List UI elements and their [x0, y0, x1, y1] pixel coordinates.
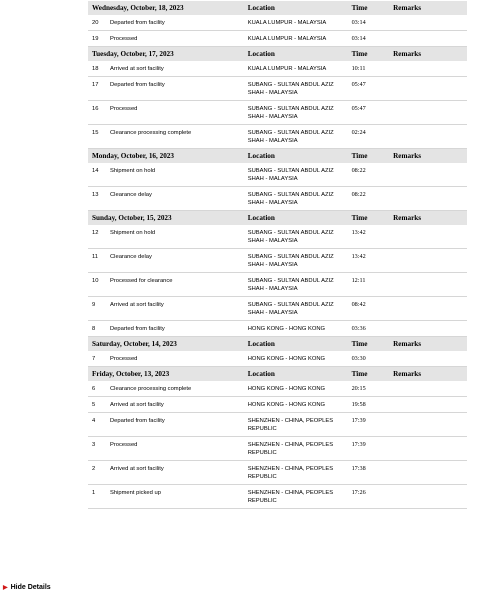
- event-row: [88, 273, 467, 297]
- event-status-cell: [88, 351, 244, 367]
- event-status: Arrived at sort facility: [110, 66, 164, 72]
- time-column-header: Time: [348, 211, 390, 226]
- event-time: 08:22: [348, 187, 390, 211]
- time-column-header: Time: [348, 1, 390, 16]
- event-number: 6: [92, 386, 96, 392]
- event-remarks: [389, 249, 467, 273]
- location-column-header: Location: [244, 367, 348, 382]
- event-time: 03:36: [348, 321, 390, 337]
- event-location: SUBANG - SULTAN ABDUL AZIZ SHAH - MALAYSIA: [244, 297, 348, 321]
- location-column-header: Location: [244, 47, 348, 62]
- event-number: 18: [92, 66, 99, 72]
- event-time: 10:11: [348, 61, 390, 77]
- event-row: [88, 297, 467, 321]
- event-status: Processed: [110, 36, 138, 42]
- event-location: KUALA LUMPUR - MALAYSIA: [244, 61, 348, 77]
- event-status: Departed from facility: [110, 418, 165, 424]
- day-header-row: [88, 1, 467, 16]
- event-status: Shipment on hold: [110, 230, 156, 236]
- event-number: 1: [92, 490, 96, 496]
- event-status-cell: [88, 249, 244, 273]
- event-status-cell: [88, 15, 244, 31]
- event-time: 08:42: [348, 297, 390, 321]
- event-remarks: [389, 461, 467, 485]
- event-number: 12: [92, 230, 99, 236]
- event-status: Arrived at sort facility: [110, 402, 164, 408]
- event-number: 20: [92, 20, 99, 26]
- event-remarks: [389, 485, 467, 509]
- event-time: 19:58: [348, 397, 390, 413]
- event-location: SHENZHEN - CHINA, PEOPLES REPUBLIC: [244, 485, 348, 509]
- location-column-header: Location: [244, 1, 348, 16]
- event-time: 05:47: [348, 101, 390, 125]
- event-remarks: [389, 77, 467, 101]
- event-row: [88, 485, 467, 509]
- event-location: SUBANG - SULTAN ABDUL AZIZ SHAH - MALAYSIA: [244, 101, 348, 125]
- event-row: [88, 15, 467, 31]
- event-time: 17:39: [348, 437, 390, 461]
- event-status-cell: [88, 31, 244, 47]
- day-date: Sunday, October, 15, 2023: [88, 211, 244, 226]
- time-column-header: Time: [348, 337, 390, 352]
- day-date: Tuesday, October, 17, 2023: [88, 47, 244, 62]
- event-time: 03:14: [348, 15, 390, 31]
- event-status-cell: [88, 297, 244, 321]
- event-number: 13: [92, 192, 99, 198]
- event-location: HONG KONG - HONG KONG: [244, 397, 348, 413]
- event-number: 17: [92, 82, 99, 88]
- event-time: 03:14: [348, 31, 390, 47]
- event-status-cell: [88, 61, 244, 77]
- event-row: [88, 351, 467, 367]
- remarks-column-header: Remarks: [389, 149, 467, 164]
- event-row: [88, 125, 467, 149]
- event-location: SUBANG - SULTAN ABDUL AZIZ SHAH - MALAYSIA: [244, 163, 348, 187]
- remarks-column-header: Remarks: [389, 47, 467, 62]
- remarks-column-header: Remarks: [389, 367, 467, 382]
- event-time: 08:22: [348, 163, 390, 187]
- time-column-header: Time: [348, 47, 390, 62]
- event-location: SHENZHEN - CHINA, PEOPLES REPUBLIC: [244, 413, 348, 437]
- event-location: KUALA LUMPUR - MALAYSIA: [244, 15, 348, 31]
- event-status: Processed: [110, 442, 138, 448]
- event-remarks: [389, 437, 467, 461]
- event-status: Processed: [110, 356, 138, 362]
- event-status-cell: [88, 413, 244, 437]
- event-number: 16: [92, 106, 99, 112]
- event-remarks: [389, 101, 467, 125]
- event-number: 14: [92, 168, 99, 174]
- event-number: 15: [92, 130, 99, 136]
- event-row: [88, 61, 467, 77]
- day-date: Wednesday, October, 18, 2023: [88, 1, 244, 16]
- event-status-cell: [88, 437, 244, 461]
- event-time: 20:15: [348, 381, 390, 397]
- remarks-column-header: Remarks: [389, 337, 467, 352]
- event-status: Shipment picked up: [110, 490, 161, 496]
- event-status: Clearance delay: [110, 192, 152, 198]
- event-remarks: [389, 163, 467, 187]
- hide-details-link[interactable]: [3, 584, 51, 591]
- event-location: SUBANG - SULTAN ABDUL AZIZ SHAH - MALAYSIA: [244, 249, 348, 273]
- event-number: 10: [92, 278, 99, 284]
- location-column-header: Location: [244, 337, 348, 352]
- event-time: 13:42: [348, 225, 390, 249]
- event-time: 13:42: [348, 249, 390, 273]
- day-date: Monday, October, 16, 2023: [88, 149, 244, 164]
- event-remarks: [389, 273, 467, 297]
- event-status-cell: [88, 225, 244, 249]
- event-time: 17:38: [348, 461, 390, 485]
- event-status: Clearance processing complete: [110, 386, 192, 392]
- event-time: 03:30: [348, 351, 390, 367]
- tracking-table-body: [88, 1, 467, 509]
- day-header-row: [88, 47, 467, 62]
- remarks-column-header: Remarks: [389, 1, 467, 16]
- event-time: 05:47: [348, 77, 390, 101]
- event-status-cell: [88, 125, 244, 149]
- event-row: [88, 187, 467, 211]
- event-status: Processed: [110, 106, 138, 112]
- event-number: 11: [92, 254, 99, 260]
- event-number: 4: [92, 418, 96, 424]
- day-date: Saturday, October, 14, 2023: [88, 337, 244, 352]
- event-status: Departed from facility: [110, 20, 165, 26]
- tracking-history: [88, 0, 467, 509]
- location-column-header: Location: [244, 211, 348, 226]
- event-remarks: [389, 187, 467, 211]
- event-remarks: [389, 321, 467, 337]
- event-location: HONG KONG - HONG KONG: [244, 351, 348, 367]
- event-row: [88, 77, 467, 101]
- event-remarks: [389, 15, 467, 31]
- event-time: 17:26: [348, 485, 390, 509]
- event-location: SUBANG - SULTAN ABDUL AZIZ SHAH - MALAYSIA: [244, 273, 348, 297]
- event-location: HONG KONG - HONG KONG: [244, 321, 348, 337]
- event-number: 2: [92, 466, 96, 472]
- event-status-cell: [88, 397, 244, 413]
- event-status: Departed from facility: [110, 326, 165, 332]
- event-remarks: [389, 225, 467, 249]
- event-location: SUBANG - SULTAN ABDUL AZIZ SHAH - MALAYSIA: [244, 225, 348, 249]
- event-status: Shipment on hold: [110, 168, 156, 174]
- event-status-cell: [88, 321, 244, 337]
- event-status: Arrived at sort facility: [110, 466, 164, 472]
- event-status-cell: [88, 381, 244, 397]
- event-remarks: [389, 397, 467, 413]
- event-location: SHENZHEN - CHINA, PEOPLES REPUBLIC: [244, 437, 348, 461]
- event-location: SUBANG - SULTAN ABDUL AZIZ SHAH - MALAYSIA: [244, 77, 348, 101]
- event-remarks: [389, 351, 467, 367]
- event-remarks: [389, 297, 467, 321]
- day-header-row: [88, 149, 467, 164]
- event-remarks: [389, 61, 467, 77]
- event-location: HONG KONG - HONG KONG: [244, 381, 348, 397]
- event-location: SHENZHEN - CHINA, PEOPLES REPUBLIC: [244, 461, 348, 485]
- event-number: 8: [92, 326, 96, 332]
- event-row: [88, 225, 467, 249]
- location-column-header: Location: [244, 149, 348, 164]
- event-status-cell: [88, 273, 244, 297]
- event-remarks: [389, 31, 467, 47]
- event-time: 12:11: [348, 273, 390, 297]
- event-remarks: [389, 381, 467, 397]
- day-header-row: [88, 337, 467, 352]
- event-row: [88, 413, 467, 437]
- event-number: 5: [92, 402, 96, 408]
- event-status: Processed for clearance: [110, 278, 173, 284]
- time-column-header: Time: [348, 149, 390, 164]
- event-status: Departed from facility: [110, 82, 165, 88]
- event-row: [88, 397, 467, 413]
- event-row: [88, 381, 467, 397]
- event-status-cell: [88, 187, 244, 211]
- event-row: [88, 163, 467, 187]
- event-location: KUALA LUMPUR - MALAYSIA: [244, 31, 348, 47]
- event-status: Clearance delay: [110, 254, 152, 260]
- event-status: Clearance processing complete: [110, 130, 192, 136]
- event-location: SUBANG - SULTAN ABDUL AZIZ SHAH - MALAYSIA: [244, 187, 348, 211]
- event-status-cell: [88, 163, 244, 187]
- event-remarks: [389, 413, 467, 437]
- event-row: [88, 437, 467, 461]
- remarks-column-header: Remarks: [389, 211, 467, 226]
- time-column-header: Time: [348, 367, 390, 382]
- event-time: 17:39: [348, 413, 390, 437]
- triangle-right-icon: ▶: [3, 585, 8, 591]
- event-remarks: [389, 125, 467, 149]
- day-date: Friday, October, 13, 2023: [88, 367, 244, 382]
- event-row: [88, 31, 467, 47]
- event-number: 19: [92, 36, 99, 42]
- event-location: SUBANG - SULTAN ABDUL AZIZ SHAH - MALAYSIA: [244, 125, 348, 149]
- event-status-cell: [88, 485, 244, 509]
- event-row: [88, 249, 467, 273]
- event-time: 02:24: [348, 125, 390, 149]
- event-row: [88, 321, 467, 337]
- event-number: 7: [92, 356, 96, 362]
- event-status-cell: [88, 461, 244, 485]
- event-number: 3: [92, 442, 96, 448]
- hide-details-label: Hide Details: [10, 584, 51, 591]
- event-row: [88, 101, 467, 125]
- event-row: [88, 461, 467, 485]
- day-header-row: [88, 211, 467, 226]
- tracking-table: [88, 0, 467, 509]
- event-status: Arrived at sort facility: [110, 302, 164, 308]
- event-status-cell: [88, 77, 244, 101]
- event-number: 9: [92, 302, 96, 308]
- event-status-cell: [88, 101, 244, 125]
- day-header-row: [88, 367, 467, 382]
